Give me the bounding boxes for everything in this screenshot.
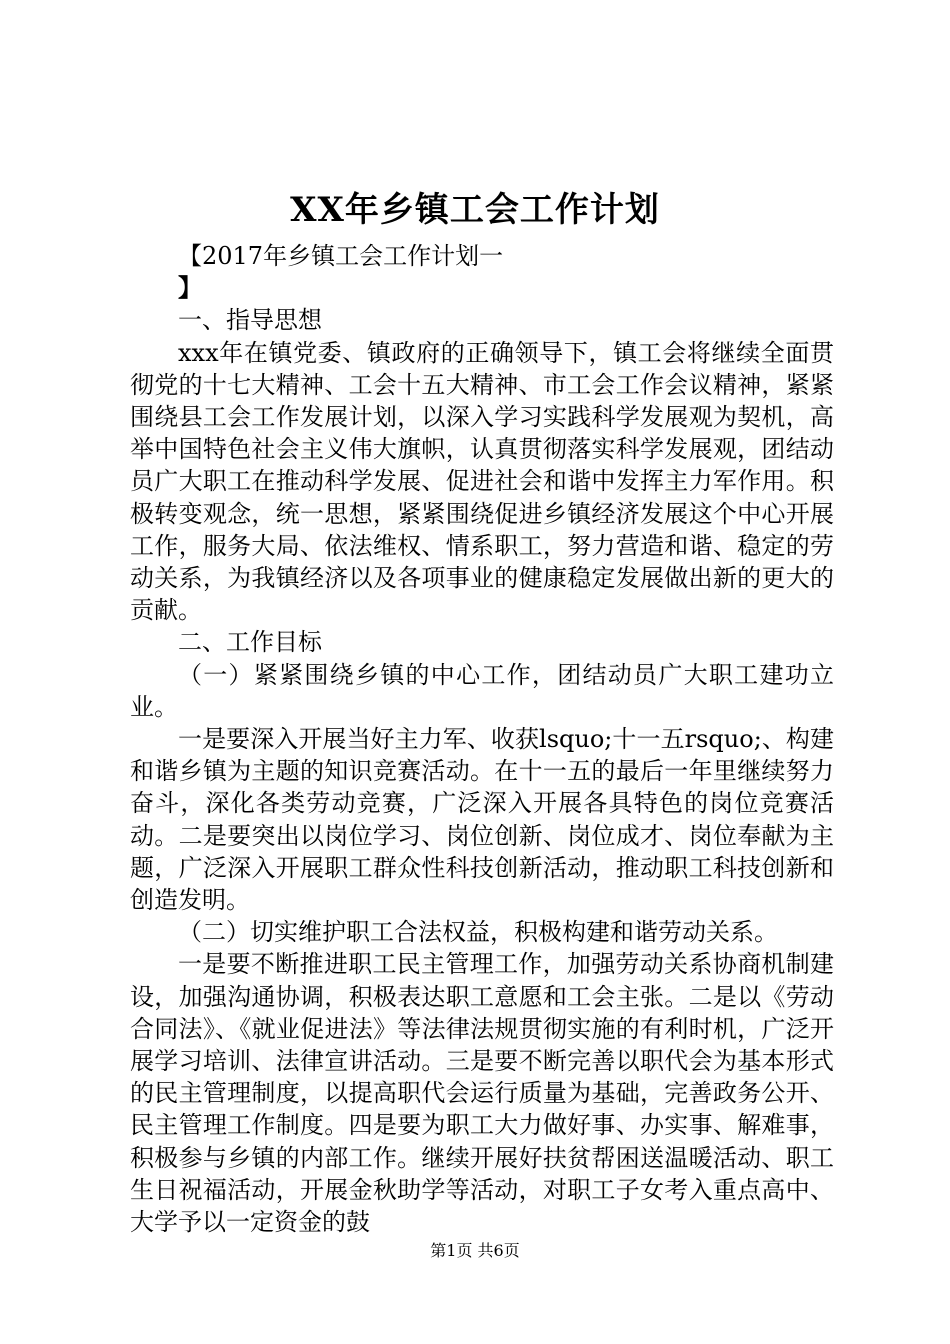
section-heading-guiding-thought: 一、指导思想 <box>178 306 322 335</box>
subheading-goal-two: （二）切实维护职工合法权益，积极构建和谐劳动关系。 <box>178 918 778 947</box>
document-title: XX年乡镇工会工作计划 <box>290 190 660 230</box>
paragraph-goal-two: 一是要不断推进职工民主管理工作，加强劳动关系协商机制建设，加强沟通协调，积极表达职工意愿和工会主张。二是以《劳动合同法》、《就业促进法》等法律法规贯彻实施的有利时机，广泛开展学习培训、法律宣讲活动。三是要不断完善以职代会为基本形式的民主管理制度，以提高职代会运行质量为基础，完善政务公开、民主管理工作制度。四是要为职工大力做好事、办实事、解难事，积极参与乡镇的内部工作。继续开展好扶贫帮困送温暖活动、职工生日祝福活动，开展金秋助学等活动，对职工子女考入重点高中、大学予以一定资金的鼓 <box>130 950 834 1237</box>
subtitle-open: 【2017年乡镇工会工作计划一 <box>178 242 504 270</box>
paragraph-goal-one: 一是要深入开展当好主力军、收获lsquo;十一五rsquo;、构建和谐乡镇为主题的知识竞赛活动。在十一五的最后一年里继续努力奋斗，深化各类劳动竞赛，广泛深入开展各具特色的岗位竞赛活动。二是要突出以岗位学习、岗位创新、岗位成才、岗位奉献为主题，广泛深入开展职工群众性科技创新活动，推动职工科技创新和创造发明。 <box>130 725 834 915</box>
document-body <box>130 240 834 1238</box>
subheading-goal-one: （一）紧紧围绕乡镇的中心工作，团结动员广大职工建功立业。 <box>130 660 834 721</box>
section-heading-work-goals: 二、工作目标 <box>178 628 322 657</box>
subtitle-close: 】 <box>178 273 202 303</box>
page-footer: 第1页 共6页 <box>430 1241 520 1260</box>
paragraph-guiding-thought: xxx年在镇党委、镇政府的正确领导下，镇工会将继续全面贯彻党的十七大精神、工会十五大精神、市工会工作会议精神，紧紧围绕县工会工作发展计划，以深入学习实践科学发展观为契机，高举中国特色社会主义伟大旗帜，认真贯彻落实科学发展观，团结动员广大职工在推动科学发展、促进社会和谐中发挥主力军作用。积极转变观念，统一思想，紧紧围绕促进乡镇经济发展这个中心开展工作，服务大局、依法维权、情系职工，努力营造和谐、稳定的劳动关系，为我镇经济以及各项事业的健康稳定发展做出新的更大的贡献。 <box>130 338 834 625</box>
